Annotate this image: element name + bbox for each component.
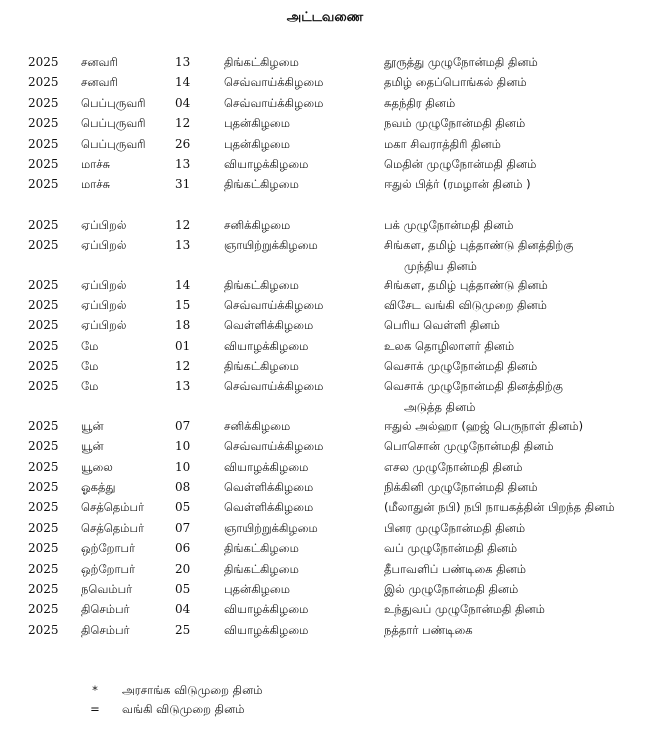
table-row-continuation: [0, 397, 650, 416]
table-row: [0, 235, 650, 255]
month-cell: சனவரி: [81, 55, 118, 69]
day-cell: 15: [175, 297, 191, 312]
holiday-name-cell: நவம் முழுநோன்மதி தினம்: [384, 116, 526, 131]
year-cell: 2025: [28, 581, 59, 596]
year-cell: 2025: [28, 318, 59, 333]
year-cell: 2025: [28, 500, 59, 515]
weekday-cell: சனிக்கிழமை: [224, 217, 291, 232]
weekday-cell: செவ்வாய்க்கிழமை: [224, 297, 324, 312]
weekday-cell: திங்கட்கிழமை: [224, 177, 299, 192]
holiday-name-cell: பொசொன் முழுநோன்மதி தினம்: [384, 439, 554, 454]
day-cell: 20: [175, 561, 191, 576]
weekday-cell: செவ்வாய்க்கிழமை: [224, 75, 324, 90]
month-cell: மே: [81, 359, 99, 374]
year-cell: 2025: [28, 561, 59, 576]
table-row: [0, 113, 650, 133]
holiday-name-cell: விசேட வங்கி விடுமுறை தினம்: [384, 297, 547, 312]
legend-symbol: *: [92, 683, 98, 697]
holiday-name-cell: வெசாக் முழுநோன்மதி தினம்: [384, 359, 538, 374]
table-row: [0, 356, 650, 376]
row-gap: [0, 195, 650, 215]
month-cell: யூன்: [81, 418, 104, 433]
month-cell: செத்தெம்பர்: [81, 520, 145, 535]
month-cell: பெப்புருவரி: [81, 95, 146, 110]
table-row: [0, 93, 650, 113]
month-cell: திசெம்பர்: [81, 622, 130, 637]
weekday-cell: ஞாயிற்றுக்கிழமை: [224, 520, 318, 535]
holiday-name-cell: மெதின் முழுநோன்மதி தினம்: [384, 156, 537, 171]
holiday-name-cell: சுதந்திர தினம்: [384, 95, 456, 110]
day-cell: 13: [175, 379, 191, 394]
table-row: [0, 457, 650, 477]
month-cell: ஓகத்து: [81, 480, 116, 495]
year-cell: 2025: [28, 418, 59, 433]
year-cell: 2025: [28, 156, 59, 171]
holiday-name-cell: சிங்கள, தமிழ் புத்தாண்டு தினத்திற்கு: [384, 238, 574, 253]
table-row: [0, 336, 650, 356]
table-row: [0, 215, 650, 235]
weekday-cell: திங்கட்கிழமை: [224, 277, 299, 292]
day-cell: 10: [175, 439, 191, 454]
holiday-name-cell: பினர முழுநோன்மதி தினம்: [384, 520, 526, 535]
weekday-cell: செவ்வாய்க்கிழமை: [224, 95, 324, 110]
year-cell: 2025: [28, 297, 59, 312]
holiday-name-cell: தமிழ் தைப்பொங்கல் தினம்: [384, 75, 527, 90]
table-row: [0, 376, 650, 396]
table-row: [0, 518, 650, 538]
weekday-cell: புதன்கிழமை: [224, 581, 291, 596]
table-row-continuation: [0, 256, 650, 275]
month-cell: மே: [81, 338, 99, 353]
weekday-cell: வியாழக்கிழமை: [224, 622, 309, 637]
holiday-name-cell: உந்துவப் முழுநோன்மதி தினம்: [384, 602, 545, 617]
day-cell: 13: [175, 156, 191, 171]
day-cell: 13: [175, 238, 191, 253]
day-cell: 10: [175, 459, 191, 474]
month-cell: ஏப்பிறல்: [81, 238, 127, 253]
table-row: [0, 174, 650, 194]
month-cell: நவெம்பர்: [81, 581, 133, 596]
table-row: [0, 538, 650, 558]
year-cell: 2025: [28, 277, 59, 292]
holiday-name-cell: பக் முழுநோன்மதி தினம்: [384, 217, 514, 232]
year-cell: 2025: [28, 177, 59, 192]
legend-symbol: =: [90, 702, 100, 716]
weekday-cell: சனிக்கிழமை: [224, 418, 291, 433]
year-cell: 2025: [28, 359, 59, 374]
year-cell: 2025: [28, 622, 59, 637]
day-cell: 04: [175, 95, 191, 110]
month-cell: சனவரி: [81, 75, 118, 90]
holiday-name-cell: ஈதுல் பித்ர் (ரமழான் தினம் ): [384, 177, 531, 192]
table-row: [0, 154, 650, 174]
year-cell: 2025: [28, 541, 59, 556]
weekday-cell: செவ்வாய்க்கிழமை: [224, 439, 324, 454]
day-cell: 18: [175, 318, 191, 333]
weekday-cell: வியாழக்கிழமை: [224, 459, 309, 474]
day-cell: 14: [175, 75, 191, 90]
day-cell: 05: [175, 500, 191, 515]
day-cell: 25: [175, 622, 191, 637]
year-cell: 2025: [28, 520, 59, 535]
holiday-name-cell: தீபாவளிப் பண்டிகை தினம்: [384, 561, 527, 576]
holiday-name-cell: வப் முழுநோன்மதி தினம்: [384, 541, 518, 556]
day-cell: 31: [175, 177, 191, 192]
weekday-cell: செவ்வாய்க்கிழமை: [224, 379, 324, 394]
table-row: [0, 497, 650, 517]
weekday-cell: புதன்கிழமை: [224, 116, 291, 131]
day-cell: 07: [175, 418, 191, 433]
year-cell: 2025: [28, 480, 59, 495]
table-row: [0, 477, 650, 497]
year-cell: 2025: [28, 238, 59, 253]
weekday-cell: வியாழக்கிழமை: [224, 338, 309, 353]
year-cell: 2025: [28, 459, 59, 474]
table-row: [0, 559, 650, 579]
month-cell: மே: [81, 379, 99, 394]
weekday-cell: வியாழக்கிழமை: [224, 602, 309, 617]
table-row: [0, 579, 650, 599]
year-cell: 2025: [28, 55, 59, 69]
day-cell: 13: [175, 55, 191, 69]
month-cell: ஒற்றோபர்: [81, 541, 136, 556]
year-cell: 2025: [28, 379, 59, 394]
month-cell: ஏப்பிறல்: [81, 318, 127, 333]
holiday-name-cell: நிக்கினி முழுநோன்மதி தினம்: [384, 480, 538, 495]
month-cell: யூலை: [81, 459, 113, 474]
table-row: [0, 295, 650, 315]
day-cell: 14: [175, 277, 191, 292]
weekday-cell: திங்கட்கிழமை: [224, 55, 299, 69]
year-cell: 2025: [28, 95, 59, 110]
holiday-name-continuation: அடுத்த தினம்: [404, 399, 476, 414]
day-cell: 05: [175, 581, 191, 596]
holiday-table: [0, 52, 650, 640]
month-cell: செத்தெம்பர்: [81, 500, 145, 515]
weekday-cell: புதன்கிழமை: [224, 136, 291, 151]
holiday-name-cell: சிங்கள, தமிழ் புத்தாண்டு தினம்: [384, 277, 548, 292]
weekday-cell: திங்கட்கிழமை: [224, 541, 299, 556]
day-cell: 12: [175, 217, 191, 232]
table-row: [0, 620, 650, 640]
weekday-cell: வெள்ளிக்கிழமை: [224, 318, 314, 333]
table-row: [0, 436, 650, 456]
day-cell: 26: [175, 136, 191, 151]
year-cell: 2025: [28, 116, 59, 131]
month-cell: மாச்சு: [81, 156, 111, 171]
year-cell: 2025: [28, 136, 59, 151]
holiday-name-cell: ஈதுல் அல்ஹா (ஹஜ் பெருநாள் தினம்): [384, 418, 584, 433]
weekday-cell: வியாழக்கிழமை: [224, 156, 309, 171]
day-cell: 12: [175, 359, 191, 374]
legend-text: அரசாங்க விடுமுறை தினம்: [122, 683, 263, 697]
holiday-name-cell: மகா சிவராத்திரி தினம்: [384, 136, 501, 151]
table-row: [0, 72, 650, 92]
table-row: [0, 134, 650, 154]
month-cell: ஒற்றோபர்: [81, 561, 136, 576]
legend-text: வங்கி விடுமுறை தினம்: [122, 702, 245, 716]
day-cell: 07: [175, 520, 191, 535]
day-cell: 01: [175, 338, 191, 353]
month-cell: பெப்புருவரி: [81, 116, 146, 131]
month-cell: ஏப்பிறல்: [81, 277, 127, 292]
table-row: [0, 275, 650, 295]
month-cell: ஏப்பிறல்: [81, 217, 127, 232]
table-row: [0, 315, 650, 335]
weekday-cell: ஞாயிற்றுக்கிழமை: [224, 238, 318, 253]
holiday-name-continuation: முந்திய தினம்: [404, 258, 477, 273]
weekday-cell: திங்கட்கிழமை: [224, 359, 299, 374]
weekday-cell: திங்கட்கிழமை: [224, 561, 299, 576]
month-cell: ஏப்பிறல்: [81, 297, 127, 312]
holiday-name-cell: எசல முழுநோன்மதி தினம்: [384, 459, 523, 474]
year-cell: 2025: [28, 602, 59, 617]
day-cell: 08: [175, 480, 191, 495]
month-cell: யூன்: [81, 439, 104, 454]
holiday-name-cell: (மீலாதுன் நபி) நபி நாயகத்தின் பிறந்த தினம்: [384, 500, 615, 515]
table-row: [0, 416, 650, 436]
day-cell: 12: [175, 116, 191, 131]
month-cell: மாச்சு: [81, 177, 111, 192]
holiday-name-cell: வெசாக் முழுநோன்மதி தினத்திற்கு: [384, 379, 563, 394]
day-cell: 04: [175, 602, 191, 617]
year-cell: 2025: [28, 338, 59, 353]
year-cell: 2025: [28, 75, 59, 90]
page-title: அட்டவணை: [286, 10, 364, 25]
holiday-name-cell: பெரிய வெள்ளி தினம்: [384, 318, 500, 333]
table-row: [0, 599, 650, 619]
table-row: [0, 52, 650, 72]
holiday-name-cell: இல் முழுநோன்மதி தினம்: [384, 581, 519, 596]
month-cell: பெப்புருவரி: [81, 136, 146, 151]
weekday-cell: வெள்ளிக்கிழமை: [224, 480, 314, 495]
month-cell: திசெம்பர்: [81, 602, 130, 617]
holiday-name-cell: நத்தார் பண்டிகை: [384, 622, 473, 637]
year-cell: 2025: [28, 217, 59, 232]
holiday-name-cell: உலக தொழிலாளர் தினம்: [384, 338, 515, 353]
holiday-name-cell: தூருத்து முழுநோன்மதி தினம்: [384, 55, 538, 69]
weekday-cell: வெள்ளிக்கிழமை: [224, 500, 314, 515]
day-cell: 06: [175, 541, 191, 556]
year-cell: 2025: [28, 439, 59, 454]
